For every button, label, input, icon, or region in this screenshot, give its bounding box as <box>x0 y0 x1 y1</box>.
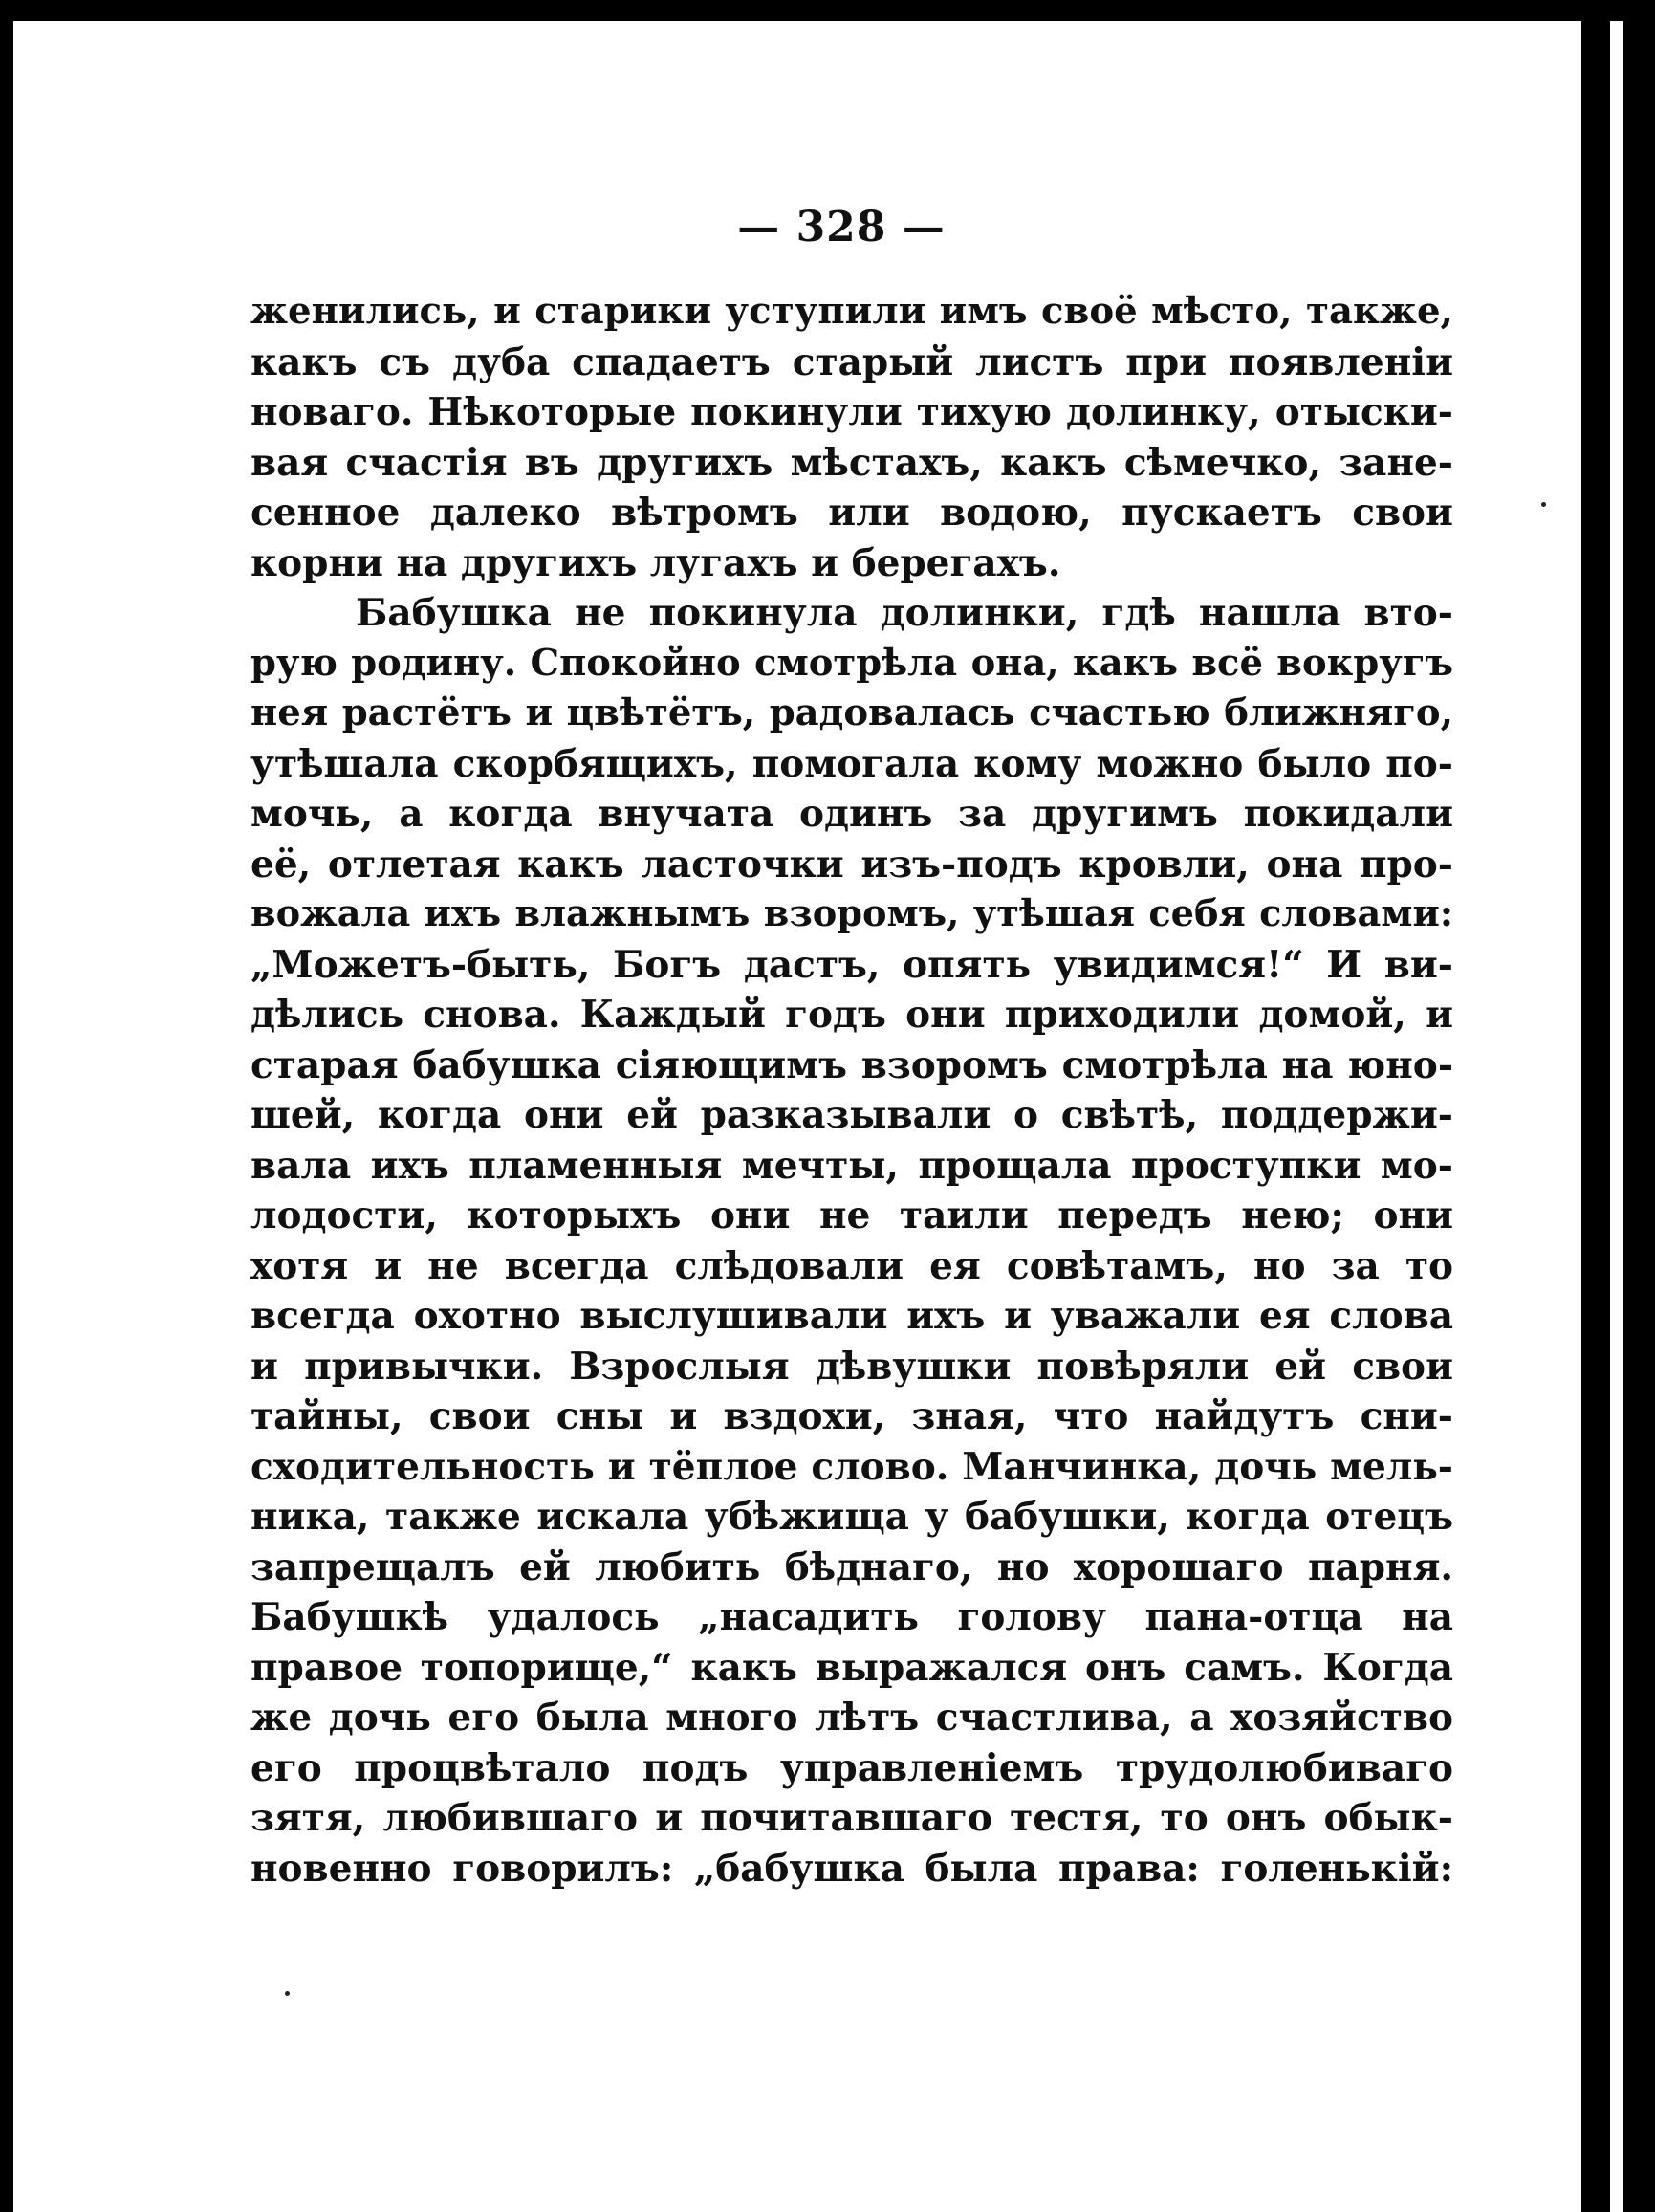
text-line: корни на другихъ лугахъ и берегахъ. <box>250 540 1061 585</box>
text-line: дѣлись снова. Каждый годъ они приходили домой, и <box>250 993 1453 1037</box>
text-line: новенно говорилъ: „бабушка была права: голенькій: <box>250 1846 1453 1891</box>
text-line: нея растётъ и цвѣтётъ, радовалась счастью ближняго, <box>250 691 1453 734</box>
text-line: же дочь его была много лѣтъ счастлива, а хозяйство <box>250 1696 1453 1740</box>
text-line: вала ихъ пламенныя мечты, прощала проступки мо- <box>250 1143 1453 1188</box>
text-line: новаго. Нѣкоторые покинули тихую долинку, отыски- <box>250 390 1453 434</box>
scan-speck <box>285 1991 290 1996</box>
text-line: рую родину. Спокойно смотрѣла она, какъ всё вокругъ <box>250 641 1453 685</box>
body-text <box>250 287 1453 1894</box>
text-line: Бабушкѣ удалось „насадить голову пана-отца на <box>250 1595 1453 1639</box>
text-line: какъ съ дуба спадаетъ старый листъ при появленіи <box>250 339 1453 384</box>
text-line: старая бабушка сіяющимъ взоромъ смотрѣла на юно- <box>250 1042 1453 1087</box>
text-line: Бабушка не покинула долинки, гдѣ нашла вто- <box>356 591 1453 635</box>
text-line: шей, когда они ей разказывали о свѣтѣ, поддержи- <box>250 1093 1453 1137</box>
page-number: — 328 — <box>737 203 946 252</box>
text-line: тайны, свои сны и вздохи, зная, что найдутъ сни- <box>250 1394 1453 1438</box>
adjacent-page-edge <box>1610 21 1623 2212</box>
text-line: „Можетъ-быть, Богъ дастъ, опять увидимся!“ И ви- <box>250 942 1453 987</box>
text-line: сходительность и тёплое слово. Манчинка, дочь мель- <box>250 1444 1453 1489</box>
text-line: хотя и не всегда слѣдовали ея совѣтамъ, но за то <box>250 1243 1453 1288</box>
text-line: утѣшала скорбящихъ, помогала кому можно было по- <box>250 741 1453 786</box>
text-line: лодости, которыхъ они не таили передъ нею; они <box>250 1194 1453 1237</box>
text-line: его процвѣтало подъ управленіемъ трудолюбиваго <box>250 1745 1453 1790</box>
text-line: вожала ихъ влажнымъ взоромъ, утѣшая себя словами: <box>250 892 1453 935</box>
scan-speck <box>1541 502 1546 507</box>
text-line: и привычки. Взрослыя дѣвушки повѣряли ей свои <box>250 1344 1453 1389</box>
text-line: вая счастія въ другихъ мѣстахъ, какъ сѣмечко, занe- <box>250 440 1453 485</box>
text-line: её, отлетая какъ ласточки изъ-подъ кровли, она про- <box>250 842 1453 887</box>
text-line: запрещалъ ей любить бѣднаго, но хорошаго парня. <box>250 1544 1453 1589</box>
text-line: ника, также искала убѣжища у бабушки, когда отецъ <box>250 1495 1453 1539</box>
text-line: мочь, а когда внучата одинъ за другимъ покидали <box>250 792 1453 836</box>
text-line: всегда охотно выслушивали ихъ и уважали ея слова <box>250 1294 1453 1338</box>
text-line: правое топорище,“ какъ выражался онъ самъ. Когда <box>250 1645 1453 1690</box>
text-line: сенное далеко вѣтромъ или водою, пускаетъ свои <box>250 491 1453 535</box>
text-line: женились, и старики уступили имъ своё мѣсто, также, <box>250 290 1453 333</box>
text-line: зятя, любившаго и почитавшаго тестя, то онъ обык- <box>250 1796 1453 1840</box>
